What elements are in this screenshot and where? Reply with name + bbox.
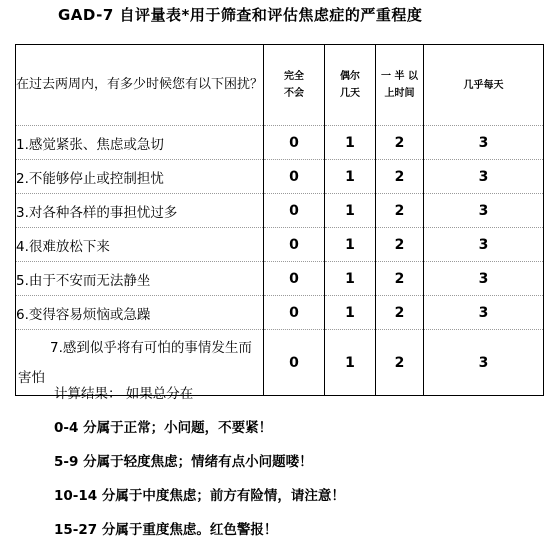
item-label: 7.感到似乎将有可怕的事情发生而害怕 xyxy=(16,330,264,396)
score-cell: 1 xyxy=(325,194,376,228)
score-cell: 0 xyxy=(264,296,325,330)
col-header-several-days-line2: 几天 xyxy=(340,88,360,99)
table-header-row xyxy=(16,45,544,126)
score-cell: 0 xyxy=(264,330,325,396)
score-cell: 0 xyxy=(264,126,325,160)
col-header-more-than-half-line2: 上时间 xyxy=(384,88,415,99)
score-cell: 3 xyxy=(424,296,544,330)
score-cell: 1 xyxy=(325,296,376,330)
results-heading: 计算结果： 如果总分在 xyxy=(54,386,194,402)
col-header-more-than-half-line1: 一 半 以 xyxy=(381,71,418,82)
col-header-more-than-half xyxy=(376,45,424,126)
table-row xyxy=(16,126,544,160)
score-cell: 0 xyxy=(264,194,325,228)
score-cell: 0 xyxy=(264,228,325,262)
table-row xyxy=(16,262,544,296)
score-cell: 3 xyxy=(424,228,544,262)
item-label: 3.对各种各样的事担忧过多 xyxy=(16,194,264,228)
score-cell: 2 xyxy=(376,296,424,330)
score-cell: 0 xyxy=(264,160,325,194)
score-cell: 1 xyxy=(325,228,376,262)
score-cell: 3 xyxy=(424,330,544,396)
score-cell: 3 xyxy=(424,194,544,228)
score-cell: 2 xyxy=(376,262,424,296)
table-row xyxy=(16,160,544,194)
result-line-moderate: 10-14 分属于中度焦虑；前方有险情，请注意！ xyxy=(54,488,345,504)
score-cell: 1 xyxy=(325,330,376,396)
item-label: 6.变得容易烦恼或急躁 xyxy=(16,296,264,330)
page-title: GAD-7 自评量表*用于筛查和评估焦虑症的严重程度 xyxy=(58,6,423,24)
item-label: 5.由于不安而无法静坐 xyxy=(16,262,264,296)
score-cell: 1 xyxy=(325,126,376,160)
col-header-several-days xyxy=(325,45,376,126)
score-cell: 2 xyxy=(376,228,424,262)
score-cell: 0 xyxy=(264,262,325,296)
result-line-mild: 5-9 分属于轻度焦虑；情绪有点小问题喽！ xyxy=(54,454,313,470)
item-label: 1.感觉紧张、焦虑或急切 xyxy=(16,126,264,160)
score-cell: 1 xyxy=(325,262,376,296)
result-line-normal: 0-4 分属于正常；小问题，不要紧！ xyxy=(54,420,273,436)
score-cell: 3 xyxy=(424,126,544,160)
results-section xyxy=(54,383,345,553)
item-label: 2.不能够停止或控制担忧 xyxy=(16,160,264,194)
col-header-nearly-every-day xyxy=(424,45,544,126)
col-header-never-line1: 完全 xyxy=(284,71,304,82)
score-cell: 2 xyxy=(376,160,424,194)
table-row xyxy=(16,228,544,262)
score-cell: 1 xyxy=(325,160,376,194)
score-cell: 3 xyxy=(424,262,544,296)
col-header-several-days-line1: 偶尔 xyxy=(340,71,360,82)
table-row xyxy=(16,296,544,330)
question-header: 在过去两周内，有多少时候您有以下困扰？ xyxy=(16,45,264,126)
col-header-never-line2: 不会 xyxy=(284,88,304,99)
score-cell: 2 xyxy=(376,330,424,396)
gad7-table xyxy=(15,44,544,396)
col-header-nearly-every-day-line1: 几乎每天 xyxy=(463,79,504,91)
result-line-severe: 15-27 分属于重度焦虑。红色警报！ xyxy=(54,522,278,538)
score-cell: 2 xyxy=(376,126,424,160)
item-label: 4.很难放松下来 xyxy=(16,228,264,262)
col-header-never xyxy=(264,45,325,126)
table-row xyxy=(16,194,544,228)
score-cell: 2 xyxy=(376,194,424,228)
score-cell: 3 xyxy=(424,160,544,194)
